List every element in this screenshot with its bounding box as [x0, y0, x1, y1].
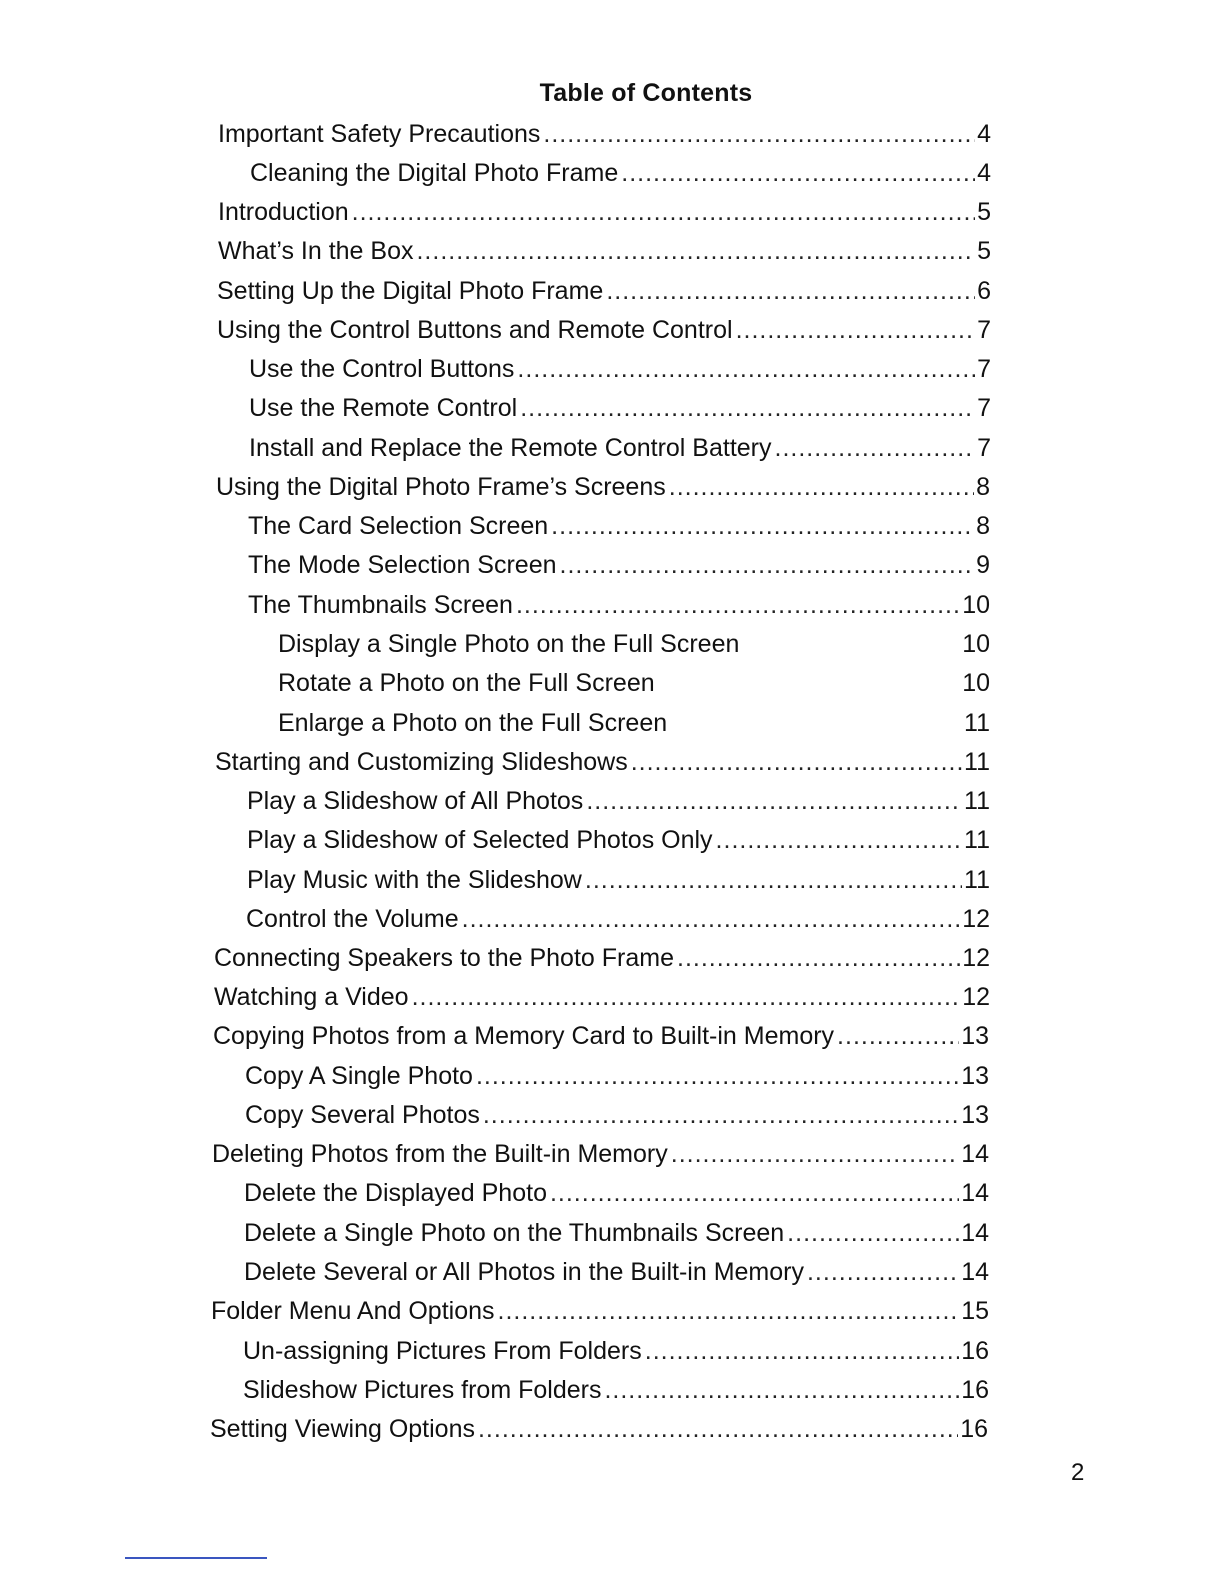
- toc-entry-title: Rotate a Photo on the Full Screen: [278, 669, 655, 697]
- dot-leader: [412, 982, 961, 1012]
- toc-entry-page: 10: [962, 630, 990, 658]
- toc-entry-title: Connecting Speakers to the Photo Frame: [214, 944, 674, 972]
- toc-entry-page: 15: [961, 1297, 989, 1325]
- toc-entry-title: Starting and Customizing Slideshows: [215, 748, 628, 776]
- dot-leader: [551, 511, 974, 541]
- dot-leader: [516, 590, 960, 620]
- toc-entry-title: Watching a Video: [214, 983, 409, 1011]
- toc-entry[interactable]: [246, 904, 990, 934]
- toc-entry-page: 11: [964, 748, 990, 776]
- toc-entry-title: The Thumbnails Screen: [248, 591, 513, 619]
- toc-entry[interactable]: [214, 982, 990, 1012]
- toc-entry-page: 16: [961, 1376, 989, 1404]
- dot-leader: [498, 1296, 960, 1326]
- toc-entry-page: 5: [977, 198, 991, 226]
- toc-entry[interactable]: [211, 1296, 989, 1326]
- toc-entry-title: Folder Menu And Options: [211, 1297, 495, 1325]
- toc-entry-page: 7: [977, 316, 991, 344]
- toc-entry-page: 13: [961, 1022, 989, 1050]
- dot-leader: [787, 1218, 959, 1248]
- toc-entry[interactable]: [217, 276, 991, 306]
- toc-entry-title: Display a Single Photo on the Full Screen: [278, 630, 740, 658]
- toc-entry[interactable]: [250, 158, 991, 188]
- toc-entry-title: Play Music with the Slideshow: [247, 866, 582, 894]
- toc-entry[interactable]: [215, 747, 990, 777]
- toc-entry-page: 12: [962, 905, 990, 933]
- toc-entry[interactable]: [216, 472, 990, 502]
- toc-entry-page: 13: [961, 1101, 989, 1129]
- toc-entry-page: 14: [961, 1140, 989, 1168]
- toc-entry-page: 16: [961, 1337, 989, 1365]
- page-number: 2: [1071, 1459, 1085, 1486]
- toc-entry-page: 12: [962, 983, 990, 1011]
- toc-entry[interactable]: [218, 119, 991, 149]
- toc-entry-page: 13: [961, 1062, 989, 1090]
- toc-entry-page: 11: [964, 709, 990, 737]
- toc-entry-title: Un-assigning Pictures From Folders: [243, 1337, 642, 1365]
- dot-leader: [585, 865, 962, 895]
- dot-leader: [775, 433, 976, 463]
- toc-entry-title: Using the Control Buttons and Remote Control: [217, 316, 733, 344]
- toc-entry-page: 14: [961, 1219, 989, 1247]
- toc-entry-page: 7: [977, 434, 991, 462]
- toc-entry-page: 10: [962, 669, 990, 697]
- dot-leader: [677, 943, 960, 973]
- toc-entry-page: 7: [977, 394, 991, 422]
- toc-entry-title: Play a Slideshow of Selected Photos Only: [247, 826, 713, 854]
- dot-leader: [543, 119, 975, 149]
- dot-leader: [716, 825, 963, 855]
- toc-entry-title: Delete Several or All Photos in the Built-in Memory: [244, 1258, 804, 1286]
- toc-entry-title: Use the Remote Control: [249, 394, 518, 422]
- toc-entry-page: 11: [964, 826, 990, 854]
- toc-entry[interactable]: [217, 315, 991, 345]
- toc-entry[interactable]: [243, 1375, 989, 1405]
- dot-leader: [352, 197, 975, 227]
- toc-entry[interactable]: [244, 1178, 989, 1208]
- toc-entry[interactable]: [249, 354, 991, 384]
- toc-entry-page: 12: [962, 944, 990, 972]
- dot-leader: [669, 472, 974, 502]
- toc-entry-page: 16: [960, 1415, 988, 1443]
- toc-entry-title: Use the Control Buttons: [249, 355, 515, 383]
- toc-entry-page: 10: [962, 591, 990, 619]
- toc-entry-title: Copy A Single Photo: [245, 1062, 473, 1090]
- toc-entry[interactable]: [245, 1061, 989, 1091]
- toc-entry-page: 9: [976, 551, 990, 579]
- toc-entry-page: 7: [977, 355, 991, 383]
- dot-leader: [604, 1375, 959, 1405]
- toc-entry[interactable]: [249, 433, 991, 463]
- toc-entry-title: What’s In the Box: [218, 237, 414, 265]
- toc-entry-title: The Card Selection Screen: [248, 512, 549, 540]
- toc-entry-page: 4: [977, 159, 991, 187]
- toc-entry-title: The Mode Selection Screen: [248, 551, 557, 579]
- page-title: Table of Contents: [539, 79, 753, 107]
- dot-leader: [807, 1257, 959, 1287]
- toc-entry[interactable]: [243, 1336, 989, 1366]
- toc-entry[interactable]: [244, 1218, 989, 1248]
- toc-entry[interactable]: [247, 825, 990, 855]
- dot-leader: [736, 315, 976, 345]
- toc-entry[interactable]: [278, 668, 990, 698]
- toc-entry[interactable]: [248, 511, 990, 541]
- toc-entry-title: Setting Viewing Options: [210, 1415, 475, 1443]
- toc-entry-title: Important Safety Precautions: [218, 120, 541, 148]
- toc-entry[interactable]: [244, 1257, 989, 1287]
- dot-leader: [837, 1021, 959, 1051]
- toc-entry[interactable]: [247, 786, 990, 816]
- toc-entry[interactable]: [249, 393, 991, 423]
- toc-entry[interactable]: [214, 943, 990, 973]
- dot-leader: [520, 393, 975, 423]
- toc-entry[interactable]: [248, 590, 990, 620]
- toc-entry-title: Cleaning the Digital Photo Frame: [250, 159, 619, 187]
- dot-leader: [621, 158, 975, 188]
- toc-entry-page: 8: [976, 473, 990, 501]
- toc-entry[interactable]: [247, 865, 990, 895]
- toc-entry-title: Control the Volume: [246, 905, 459, 933]
- toc-entry-page: 14: [961, 1179, 989, 1207]
- dot-leader: [671, 1139, 959, 1169]
- toc-entry[interactable]: [218, 236, 991, 266]
- dot-leader: [462, 904, 961, 934]
- toc-entry-title: Introduction: [218, 198, 349, 226]
- toc-entry-title: Delete a Single Photo on the Thumbnails Screen: [244, 1219, 785, 1247]
- toc-entry-page: 4: [977, 120, 991, 148]
- dot-leader: [586, 786, 962, 816]
- dot-leader: [560, 550, 975, 580]
- toc-entry-page: 11: [964, 866, 990, 894]
- toc-entry-page: 14: [961, 1258, 989, 1286]
- toc-entry[interactable]: [210, 1414, 988, 1444]
- toc-entry-title: Copy Several Photos: [245, 1101, 480, 1129]
- dot-leader: [645, 1336, 959, 1366]
- footnote-divider: [125, 1557, 267, 1559]
- dot-leader: [416, 236, 975, 266]
- toc-entry[interactable]: [212, 1139, 989, 1169]
- toc-entry-title: Enlarge a Photo on the Full Screen: [278, 709, 668, 737]
- dot-leader: [631, 747, 962, 777]
- toc-entry-title: Play a Slideshow of All Photos: [247, 787, 584, 815]
- toc-entry-title: Install and Replace the Remote Control Battery: [249, 434, 772, 462]
- dot-leader: [478, 1414, 958, 1444]
- toc-entry[interactable]: [245, 1100, 989, 1130]
- dot-leader: [606, 276, 975, 306]
- toc-entry[interactable]: [278, 629, 990, 659]
- toc-entry-page: 5: [977, 237, 991, 265]
- toc-entry-title: Using the Digital Photo Frame’s Screens: [216, 473, 666, 501]
- toc-entry-title: Copying Photos from a Memory Card to Built-in Memory: [213, 1022, 835, 1050]
- toc-entry-title: Setting Up the Digital Photo Frame: [217, 277, 604, 305]
- toc-entry-title: Deleting Photos from the Built-in Memory: [212, 1140, 668, 1168]
- toc-entry-page: 11: [964, 787, 990, 815]
- dot-leader: [517, 354, 975, 384]
- dot-leader: [483, 1100, 959, 1130]
- dot-leader: [476, 1061, 959, 1091]
- toc-entry-title: Slideshow Pictures from Folders: [243, 1376, 602, 1404]
- toc-entry[interactable]: [213, 1021, 989, 1051]
- toc-entry-page: 8: [976, 512, 990, 540]
- toc-entry[interactable]: [248, 550, 990, 580]
- dot-leader: [550, 1178, 959, 1208]
- toc-entry[interactable]: [278, 708, 990, 738]
- toc-entry-page: 6: [977, 277, 991, 305]
- toc-entry[interactable]: [218, 197, 991, 227]
- toc-entry-title: Delete the Displayed Photo: [244, 1179, 547, 1207]
